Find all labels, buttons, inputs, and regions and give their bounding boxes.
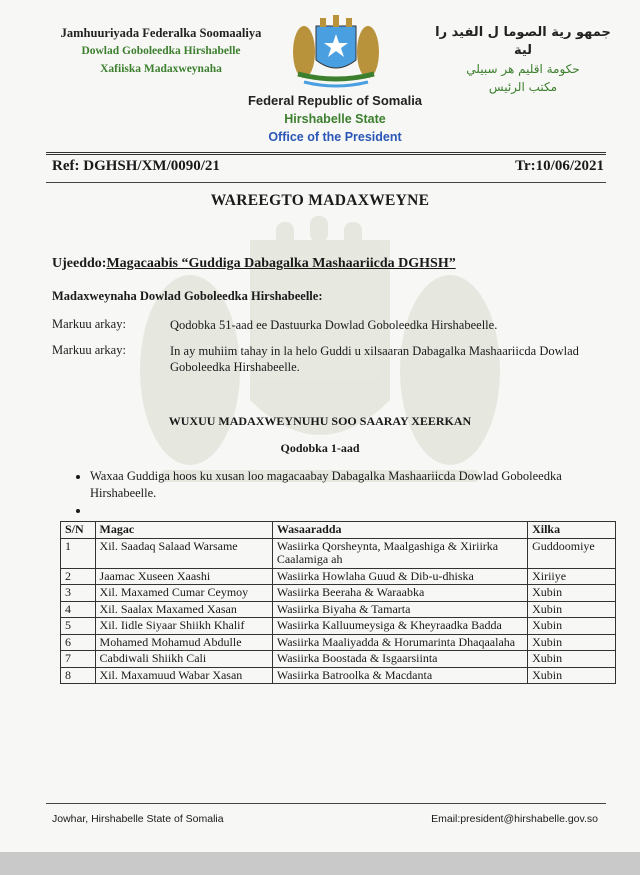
recital-text: Qodobka 51-aad ee Dastuurka Dowlad Goboleedka Hirshabeelle. <box>170 318 498 332</box>
header-divider <box>46 152 606 155</box>
subject-value: Magacaabis “Guddiga Dabagalka Mashaariicda DGHSH” <box>106 256 456 271</box>
subject-line <box>52 256 456 272</box>
table-row <box>61 651 616 668</box>
header-left-line2: Dowlad Goboleedka Hirshabelle <box>81 45 241 57</box>
document-title: WAREEGTO MADAXWEYNE <box>210 192 430 209</box>
committee-table <box>60 521 616 684</box>
cell-name: Xil. Maxamed Cumar Ceymoy <box>95 585 272 602</box>
recital-label: Markuu arkay: <box>52 343 126 357</box>
coat-of-arms-icon <box>286 12 386 94</box>
reference-number: Ref: DGHSH/XM/0090/21 <box>52 158 220 174</box>
article-heading: Qodobka 1-aad <box>280 441 360 455</box>
cell-name: Xil. Saalax Maxamed Xasan <box>95 601 272 618</box>
header-left-line1: Jamhuuriyada Federalka Soomaaliya <box>60 26 262 40</box>
table-row <box>61 667 616 684</box>
cell-sn: 7 <box>61 651 96 668</box>
cell-ministry: Wasiirka Biyaha & Tamarta <box>272 601 527 618</box>
header-right-line2: حكومة اقليم هر سبيلي <box>466 62 580 76</box>
header-center <box>200 92 470 146</box>
cell-role: Xubin <box>528 634 616 651</box>
cell-sn: 4 <box>61 601 96 618</box>
background-strip <box>0 852 640 875</box>
header-ministry: Wasaaradda <box>272 522 527 539</box>
header-center-line2: Hirshabelle State <box>284 112 386 126</box>
cell-ministry: Wasiirka Howlaha Guud & Dib-u-dhiska <box>272 568 527 585</box>
cell-name: Xil. Saadaq Salaad Warsame <box>95 538 272 568</box>
table-header-row <box>61 522 616 539</box>
addressee: Madaxweynaha Dowlad Goboleedka Hirshabeelle: <box>52 289 323 303</box>
cell-name: Xil. Maxamuud Wabar Xasan <box>95 667 272 684</box>
table-row <box>61 538 616 568</box>
cell-name: Mohamed Mohamud Abdulle <box>95 634 272 651</box>
cell-role: Xubin <box>528 667 616 684</box>
table-row <box>61 634 616 651</box>
cell-ministry: Wasiirka Boostada & Isgaarsiinta <box>272 651 527 668</box>
header-center-line1: Federal Republic of Somalia <box>247 93 423 108</box>
cell-sn: 3 <box>61 585 96 602</box>
recital-text: In ay muhiim tahay in la helo Guddi u xilsaaran Dabagalka Mashaariicda Dowlad Goboleedka Hirshabeelle. <box>170 344 579 374</box>
recital-label: Markuu arkay: <box>52 317 126 331</box>
bullet-item: • Waxaa Guddiga hoos ku xusan loo magacaabay Dabagalka Mashaariicda Dowlad Goboleedka Hirshabeelle. <box>90 468 610 502</box>
document-date: Tr:10/06/2021 <box>515 158 604 174</box>
cell-role: Xubin <box>528 585 616 602</box>
header-left <box>46 24 276 78</box>
footer-address: Jowhar, Hirshabelle State of Somalia <box>52 813 224 825</box>
header-role: Xilka <box>528 522 616 539</box>
cell-name: Jaamac Xuseen Xaashi <box>95 568 272 585</box>
cell-ministry: Wasiirka Kalluumeysiga & Kheyraadka Badda <box>272 618 527 635</box>
cell-sn: 8 <box>61 667 96 684</box>
ref-divider <box>46 182 606 183</box>
header-center-line3: Office of the President <box>268 130 402 144</box>
cell-sn: 2 <box>61 568 96 585</box>
decree-heading: WUXUU MADAXWEYNUHU SOO SAARAY XEERKAN <box>168 414 472 428</box>
header-left-line3: Xafiiska Madaxweynaha <box>100 63 222 75</box>
subject-label: Ujeeddo: <box>52 256 107 271</box>
cell-ministry: Wasiirka Batroolka & Macdanta <box>272 667 527 684</box>
header-right <box>428 24 618 96</box>
article-bullets <box>70 468 610 519</box>
cell-ministry: Wasiirka Beeraha & Waraabka <box>272 585 527 602</box>
header-right-line3: مكتب الرئيس <box>488 80 558 94</box>
table-row <box>61 601 616 618</box>
cell-role: Xubin <box>528 601 616 618</box>
cell-sn: 6 <box>61 634 96 651</box>
cell-sn: 5 <box>61 618 96 635</box>
footer-email: Email:president@hirshabelle.gov.so <box>431 813 598 825</box>
footer-divider <box>46 803 606 804</box>
cell-role: Xubin <box>528 618 616 635</box>
bullet-item <box>90 502 610 519</box>
cell-name: Cabdiwali Shiikh Cali <box>95 651 272 668</box>
table-row <box>61 618 616 635</box>
cell-role: Xiriiye <box>528 568 616 585</box>
cell-ministry: Wasiirka Qorsheynta, Maalgashiga & Xiriirka Caalamiga ah <box>272 538 527 568</box>
cell-name: Xil. Iidle Siyaar Shiikh Khalif <box>95 618 272 635</box>
table-row <box>61 585 616 602</box>
table-row <box>61 568 616 585</box>
cell-ministry: Wasiirka Maaliyadda & Horumarinta Dhaqaalaha <box>272 634 527 651</box>
header-right-line1: جمهو رية الصوما ل الفيد را لية <box>435 25 611 58</box>
cell-role: Guddoomiye <box>528 538 616 568</box>
header-sn: S/N <box>61 522 96 539</box>
cell-sn: 1 <box>61 538 96 568</box>
header-name: Magac <box>95 522 272 539</box>
cell-role: Xubin <box>528 651 616 668</box>
